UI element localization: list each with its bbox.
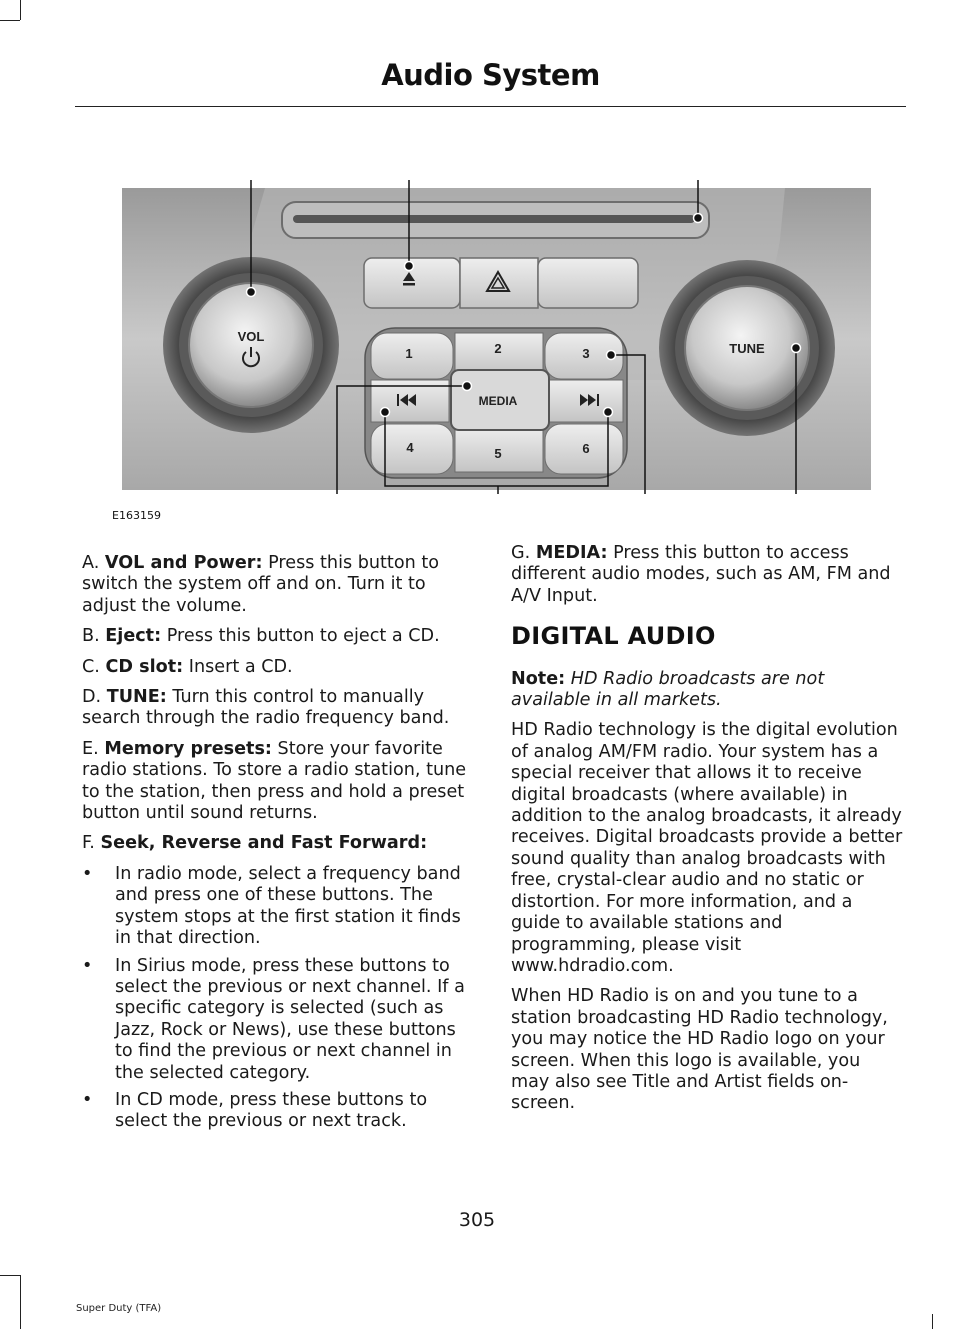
paragraph: When HD Radio is on and you tune to a station broadcasting HD Radio technology, you may notice the HD Radio logo on your screen. When this logo is available, you may also see Title and Artist fields on-screen. [511, 986, 888, 1114]
paragraph: HD Radio technology is the digital evolution of analog AM/FM radio. Your system has a special receiver that allows it to receive digital broadcasts (where available) in addition to the analog broadcasts, it already receives. Digital broadcasts provide a better sound quality than analog broadcasts with free, crystal-clear audio and no static or distortion. For more information, and a guide to available stations and programming, please visit www.hdradio.com. [511, 720, 903, 976]
preset-label-6: 6 [582, 441, 590, 456]
preset-label-3: 3 [582, 346, 590, 361]
note: Note: HD Radio broadcasts are not available in all markets. [511, 668, 825, 711]
seek-bullet-list [82, 864, 474, 1133]
media-label: MEDIA [478, 394, 518, 408]
item-a: A. VOL and Power: Press this button to switch the system off and on. Turn it to adjust the volume. [82, 553, 440, 616]
preset-label-4: 4 [406, 440, 414, 455]
blank-button [538, 258, 638, 308]
item-b: B. Eject: Press this button to eject a CD. [82, 626, 440, 647]
preset-label-1: 1 [405, 346, 413, 361]
crop-mark [932, 1314, 933, 1329]
audio-panel-figure [75, 180, 906, 510]
list-item: • In CD mode, press these buttons to select the previous or next track. [82, 1089, 428, 1132]
tune-label: TUNE [729, 341, 765, 356]
vol-knob [189, 283, 313, 407]
title-rule [75, 106, 906, 107]
crop-mark [0, 1275, 20, 1276]
left-column [82, 553, 474, 1139]
page-title: Audio System [381, 58, 600, 92]
hazard-button [460, 258, 538, 308]
figure-code: E163159 [112, 509, 161, 522]
item-d: D. TUNE: Turn this control to manually search through the radio frequency band. [82, 687, 450, 729]
crop-mark [20, 1275, 21, 1329]
preset-label-5: 5 [494, 446, 502, 461]
footer-text: Super Duty (TFA) [76, 1303, 162, 1314]
list-item: • In Sirius mode, press these buttons to select the previous or next channel. If a specific category is selected (such as Jazz, Rock or News), use these buttons to find the previous or next channel in the selected category. [82, 955, 465, 1083]
item-g: G. MEDIA: Press this button to access different audio modes, such as AM, FM and A/V Input. [511, 543, 891, 606]
preset-label-2: 2 [494, 341, 502, 356]
section-heading: DIGITAL AUDIO [511, 622, 716, 651]
right-column [511, 543, 903, 1124]
crop-mark [20, 0, 21, 20]
item-c: C. CD slot: Insert a CD. [82, 656, 293, 677]
page-number: 305 [458, 1209, 496, 1231]
item-e: E. Memory presets: Store your favorite radio stations. To store a radio station, tune to the station, then press and hold a preset button until sound returns. [82, 738, 467, 824]
vol-label: VOL [237, 329, 265, 344]
list-item: • In radio mode, select a frequency band and press one of these buttons. The system stops at the first station it finds in that direction. [82, 863, 461, 949]
item-f: F. Seek, Reverse and Fast Forward: [82, 833, 428, 854]
crop-mark [0, 20, 20, 21]
